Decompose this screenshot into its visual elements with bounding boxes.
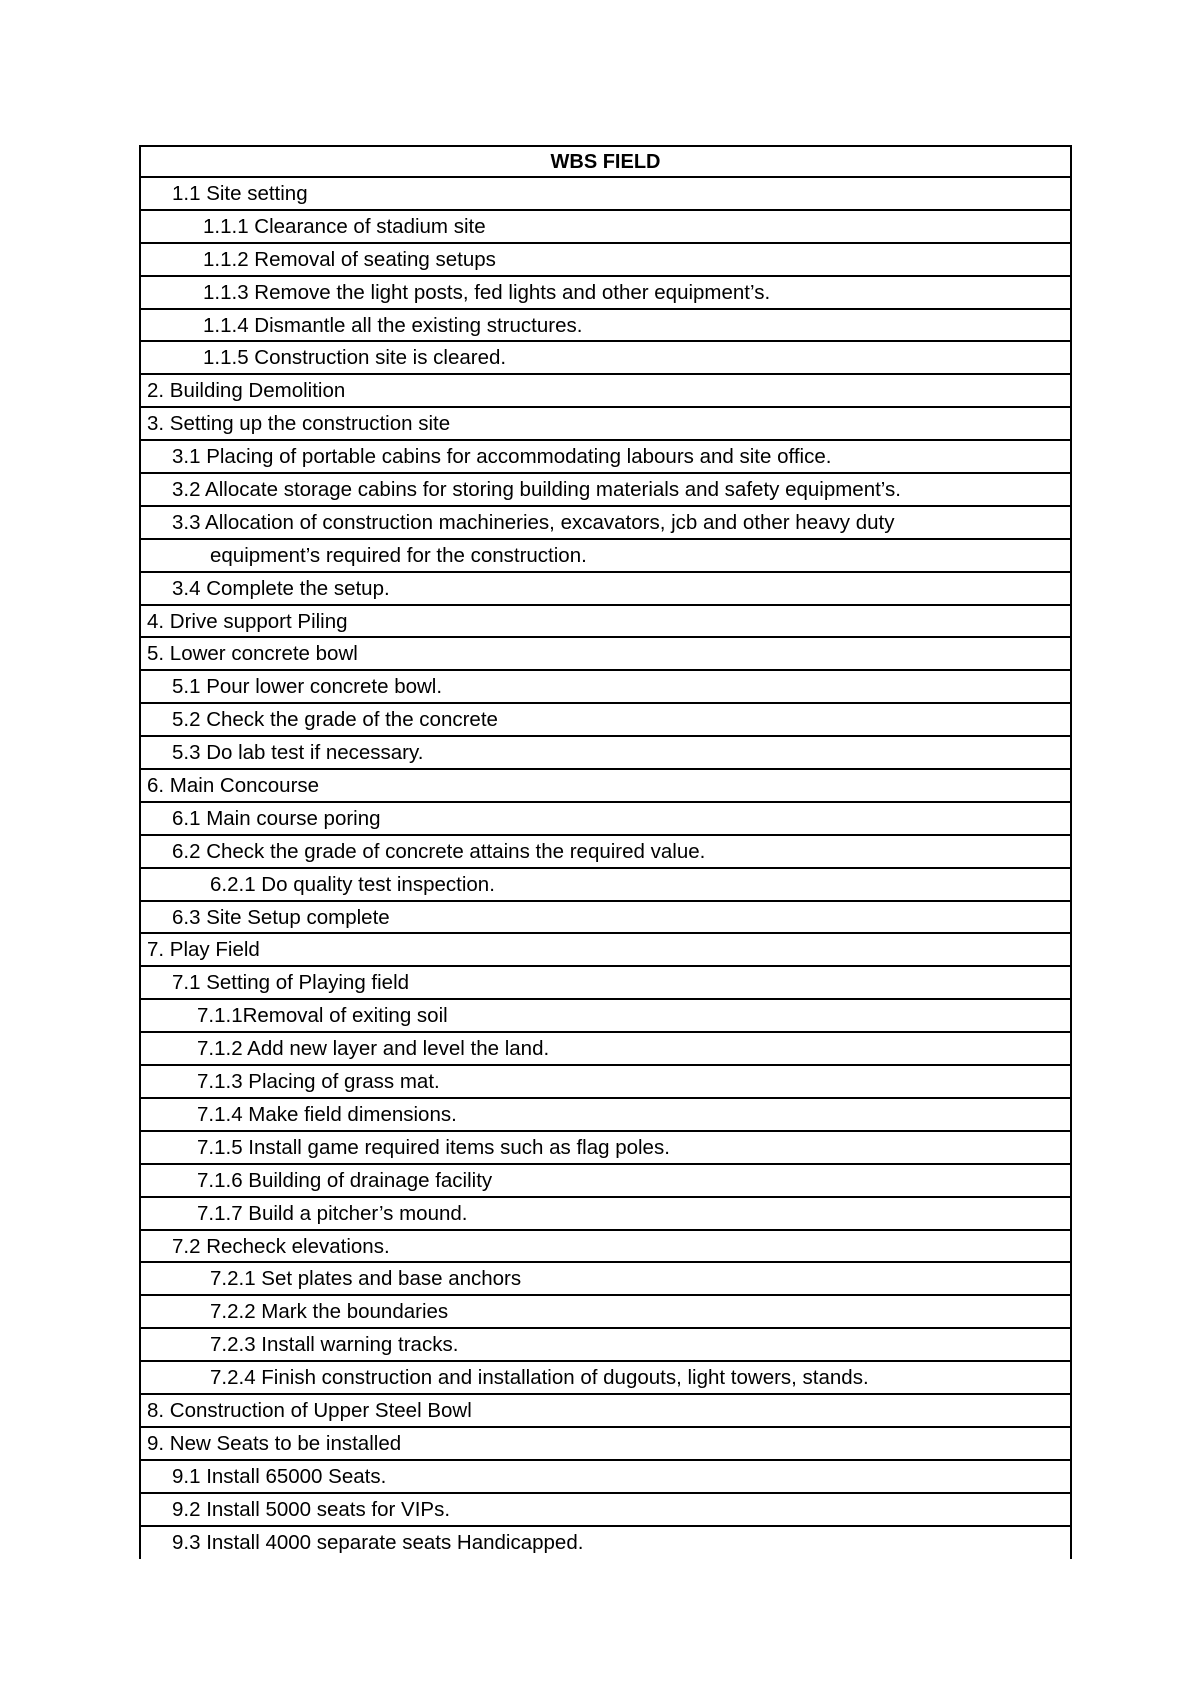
table-row: 7.1.2 Add new layer and level the land.	[141, 1033, 1070, 1066]
wbs-table-body	[141, 178, 1070, 1559]
wbs-table-header: WBS FIELD	[141, 147, 1070, 178]
table-row: 7.1.5 Install game required items such as flag poles.	[141, 1132, 1070, 1165]
wbs-table	[139, 145, 1072, 1559]
table-row: 7.2.3 Install warning tracks.	[141, 1329, 1070, 1362]
table-row: 2. Building Demolition	[141, 375, 1070, 408]
table-row: 6.1 Main course poring	[141, 803, 1070, 836]
table-row: 7.1 Setting of Playing field	[141, 967, 1070, 1000]
table-row: 6.2.1 Do quality test inspection.	[141, 869, 1070, 902]
table-row: 3. Setting up the construction site	[141, 408, 1070, 441]
table-row: 7.2.4 Finish construction and installation of dugouts, light towers, stands.	[141, 1362, 1070, 1395]
table-row: 3.2 Allocate storage cabins for storing building materials and safety equipment’s.	[141, 474, 1070, 507]
table-row: 9.1 Install 65000 Seats.	[141, 1461, 1070, 1494]
table-row: 5. Lower concrete bowl	[141, 638, 1070, 671]
table-row: 6.3 Site Setup complete	[141, 902, 1070, 935]
table-row: equipment’s required for the construction.	[141, 540, 1070, 573]
table-row: 9. New Seats to be installed	[141, 1428, 1070, 1461]
table-row: 1.1.3 Remove the light posts, fed lights and other equipment’s.	[141, 277, 1070, 310]
table-row: 7.2.2 Mark the boundaries	[141, 1296, 1070, 1329]
table-row: 5.3 Do lab test if necessary.	[141, 737, 1070, 770]
table-row: 7.1.4 Make field dimensions.	[141, 1099, 1070, 1132]
table-row: 4. Drive support Piling	[141, 606, 1070, 639]
table-row: 1.1 Site setting	[141, 178, 1070, 211]
table-row: 5.2 Check the grade of the concrete	[141, 704, 1070, 737]
table-row: 7.2.1 Set plates and base anchors	[141, 1263, 1070, 1296]
table-row: 9.3 Install 4000 separate seats Handicapped.	[172, 1530, 584, 1554]
table-row: 3.3 Allocation of construction machineries, excavators, jcb and other heavy duty	[141, 507, 1070, 540]
table-row: 5.1 Pour lower concrete bowl.	[141, 671, 1070, 704]
table-row: 6. Main Concourse	[141, 770, 1070, 803]
table-row: 7.1.3 Placing of grass mat.	[141, 1066, 1070, 1099]
table-row: 7.2 Recheck elevations.	[141, 1231, 1070, 1264]
table-row: 7.1.1Removal of exiting soil	[141, 1000, 1070, 1033]
table-row: 6.2 Check the grade of concrete attains the required value.	[141, 836, 1070, 869]
table-row: 1.1.1 Clearance of stadium site	[141, 211, 1070, 244]
table-row: 1.1.4 Dismantle all the existing structures.	[141, 310, 1070, 343]
table-row: 7.1.7 Build a pitcher’s mound.	[141, 1198, 1070, 1231]
table-row: 7. Play Field	[141, 934, 1070, 967]
table-row: 1.1.5 Construction site is cleared.	[141, 342, 1070, 375]
table-row: 1.1.2 Removal of seating setups	[141, 244, 1070, 277]
table-row: 7.1.6 Building of drainage facility	[141, 1165, 1070, 1198]
table-row: 9.2 Install 5000 seats for VIPs.	[141, 1494, 1070, 1527]
table-row: 3.1 Placing of portable cabins for accommodating labours and site office.	[141, 441, 1070, 474]
table-row: 8. Construction of Upper Steel Bowl	[141, 1395, 1070, 1428]
table-row: 3.4 Complete the setup.	[141, 573, 1070, 606]
